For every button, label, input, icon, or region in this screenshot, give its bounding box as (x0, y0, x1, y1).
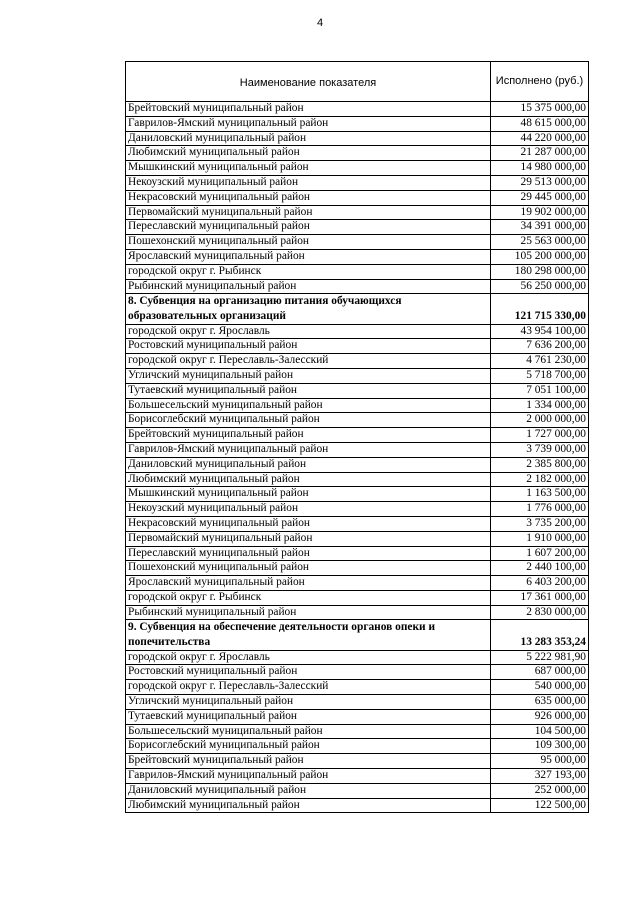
row-name: Рыбинский муниципальный район (126, 279, 491, 294)
row-name: Даниловский муниципальный район (126, 783, 491, 798)
table-row (126, 665, 589, 680)
row-value: 3 735 200,00 (491, 516, 589, 531)
page-number: 4 (316, 17, 324, 29)
section-row (126, 294, 589, 324)
row-name: Угличский муниципальный район (126, 368, 491, 383)
section-total: 121 715 330,00 (491, 294, 589, 324)
row-name: Большесельский муниципальный район (126, 398, 491, 413)
row-value: 1 776 000,00 (491, 502, 589, 517)
table-row (126, 798, 589, 813)
row-name: Ростовский муниципальный район (126, 665, 491, 680)
table-row (126, 102, 589, 117)
row-value: 7 636 200,00 (491, 339, 589, 354)
table-row (126, 546, 589, 561)
row-name: Первомайский муниципальный район (126, 205, 491, 220)
table-row (126, 590, 589, 605)
row-value: 5 222 981,90 (491, 650, 589, 665)
row-name: Мышкинский муниципальный район (126, 487, 491, 502)
table-row (126, 709, 589, 724)
row-name: Некоузский муниципальный район (126, 175, 491, 190)
row-name: Брейтовский муниципальный район (126, 428, 491, 443)
row-name: Даниловский муниципальный район (126, 457, 491, 472)
row-value: 180 298 000,00 (491, 264, 589, 279)
table-row (126, 695, 589, 710)
table-body (126, 102, 589, 813)
row-name: Тутаевский муниципальный район (126, 383, 491, 398)
section-title: 8. Субвенция на организацию питания обучающихся образовательных организаций (126, 294, 491, 324)
table-row (126, 531, 589, 546)
table-row (126, 324, 589, 339)
row-value: 21 287 000,00 (491, 146, 589, 161)
table-row (126, 516, 589, 531)
row-value: 25 563 000,00 (491, 235, 589, 250)
table-row (126, 561, 589, 576)
row-value: 43 954 100,00 (491, 324, 589, 339)
row-value: 14 980 000,00 (491, 161, 589, 176)
table-row (126, 116, 589, 131)
table-row (126, 235, 589, 250)
section-title: 9. Субвенция на обеспечение деятельности органов опеки и попечительства (126, 620, 491, 650)
row-name: городской округ г. Ярославль (126, 324, 491, 339)
table-row (126, 724, 589, 739)
row-value: 2 440 100,00 (491, 561, 589, 576)
table-header-row (126, 62, 589, 102)
table-row (126, 175, 589, 190)
column-header-value: Исполнено (руб.) (491, 62, 589, 102)
table-row (126, 739, 589, 754)
row-name: Любимский муниципальный район (126, 472, 491, 487)
table-row (126, 398, 589, 413)
row-value: 7 051 100,00 (491, 383, 589, 398)
row-name: Борисоглебский муниципальный район (126, 413, 491, 428)
row-value: 1 334 000,00 (491, 398, 589, 413)
row-name: Некрасовский муниципальный район (126, 516, 491, 531)
row-name: Мышкинский муниципальный район (126, 161, 491, 176)
row-value: 252 000,00 (491, 783, 589, 798)
row-name: Любимский муниципальный район (126, 146, 491, 161)
table-row (126, 754, 589, 769)
row-name: Тутаевский муниципальный район (126, 709, 491, 724)
table-row (126, 650, 589, 665)
row-value: 122 500,00 (491, 798, 589, 813)
table-row (126, 146, 589, 161)
row-name: городской округ г. Переславль-Залесский (126, 680, 491, 695)
column-header-name: Наименование показателя (126, 62, 491, 102)
row-name: Угличский муниципальный район (126, 695, 491, 710)
row-name: Борисоглебский муниципальный район (126, 739, 491, 754)
row-name: Ярославский муниципальный район (126, 249, 491, 264)
table-row (126, 383, 589, 398)
row-value: 34 391 000,00 (491, 220, 589, 235)
table-row (126, 161, 589, 176)
section-row (126, 620, 589, 650)
table-row (126, 769, 589, 784)
table-row (126, 279, 589, 294)
row-name: Большесельский муниципальный район (126, 724, 491, 739)
table-row (126, 576, 589, 591)
row-name: Гаврилов-Ямский муниципальный район (126, 116, 491, 131)
row-name: городской округ г. Ярославль (126, 650, 491, 665)
row-value: 540 000,00 (491, 680, 589, 695)
row-value: 635 000,00 (491, 695, 589, 710)
row-value: 105 200 000,00 (491, 249, 589, 264)
row-value: 3 739 000,00 (491, 442, 589, 457)
row-value: 1 910 000,00 (491, 531, 589, 546)
row-name: Любимский муниципальный район (126, 798, 491, 813)
row-name: городской округ г. Переславль-Залесский (126, 354, 491, 369)
budget-table (125, 61, 589, 813)
row-value: 5 718 700,00 (491, 368, 589, 383)
row-name: Брейтовский муниципальный район (126, 754, 491, 769)
table-row (126, 249, 589, 264)
table-row (126, 783, 589, 798)
row-name: Рыбинский муниципальный район (126, 605, 491, 620)
row-name: Первомайский муниципальный район (126, 531, 491, 546)
table-row (126, 190, 589, 205)
table-row (126, 605, 589, 620)
row-value: 19 902 000,00 (491, 205, 589, 220)
table-row (126, 472, 589, 487)
row-name: Ярославский муниципальный район (126, 576, 491, 591)
row-value: 56 250 000,00 (491, 279, 589, 294)
row-value: 15 375 000,00 (491, 102, 589, 117)
row-name: Некрасовский муниципальный район (126, 190, 491, 205)
row-value: 6 403 200,00 (491, 576, 589, 591)
row-value: 44 220 000,00 (491, 131, 589, 146)
table-row (126, 339, 589, 354)
row-value: 109 300,00 (491, 739, 589, 754)
row-value: 4 761 230,00 (491, 354, 589, 369)
row-value: 95 000,00 (491, 754, 589, 769)
row-name: Пошехонский муниципальный район (126, 561, 491, 576)
row-value: 2 830 000,00 (491, 605, 589, 620)
row-value: 29 445 000,00 (491, 190, 589, 205)
table-row (126, 457, 589, 472)
row-name: Переславский муниципальный район (126, 546, 491, 561)
row-value: 17 361 000,00 (491, 590, 589, 605)
row-value: 104 500,00 (491, 724, 589, 739)
row-value: 2 000 000,00 (491, 413, 589, 428)
table-row (126, 368, 589, 383)
row-value: 1 163 500,00 (491, 487, 589, 502)
row-name: Переславский муниципальный район (126, 220, 491, 235)
row-name: городской округ г. Рыбинск (126, 264, 491, 279)
row-value: 29 513 000,00 (491, 175, 589, 190)
row-value: 1 607 200,00 (491, 546, 589, 561)
row-name: Даниловский муниципальный район (126, 131, 491, 146)
table-row (126, 205, 589, 220)
table-row (126, 413, 589, 428)
table-row (126, 442, 589, 457)
table-row (126, 264, 589, 279)
row-name: Некоузский муниципальный район (126, 502, 491, 517)
row-value: 926 000,00 (491, 709, 589, 724)
row-name: Брейтовский муниципальный район (126, 102, 491, 117)
row-value: 687 000,00 (491, 665, 589, 680)
table-row (126, 487, 589, 502)
row-value: 2 385 800,00 (491, 457, 589, 472)
row-value: 2 182 000,00 (491, 472, 589, 487)
row-name: Пошехонский муниципальный район (126, 235, 491, 250)
row-name: Гаврилов-Ямский муниципальный район (126, 442, 491, 457)
row-value: 48 615 000,00 (491, 116, 589, 131)
table-row (126, 354, 589, 369)
row-name: Гаврилов-Ямский муниципальный район (126, 769, 491, 784)
table-row (126, 428, 589, 443)
row-value: 327 193,00 (491, 769, 589, 784)
table-row (126, 680, 589, 695)
table-row (126, 131, 589, 146)
row-name: городской округ г. Рыбинск (126, 590, 491, 605)
section-total: 13 283 353,24 (491, 620, 589, 650)
table-row (126, 220, 589, 235)
row-name: Ростовский муниципальный район (126, 339, 491, 354)
row-value: 1 727 000,00 (491, 428, 589, 443)
table-row (126, 502, 589, 517)
